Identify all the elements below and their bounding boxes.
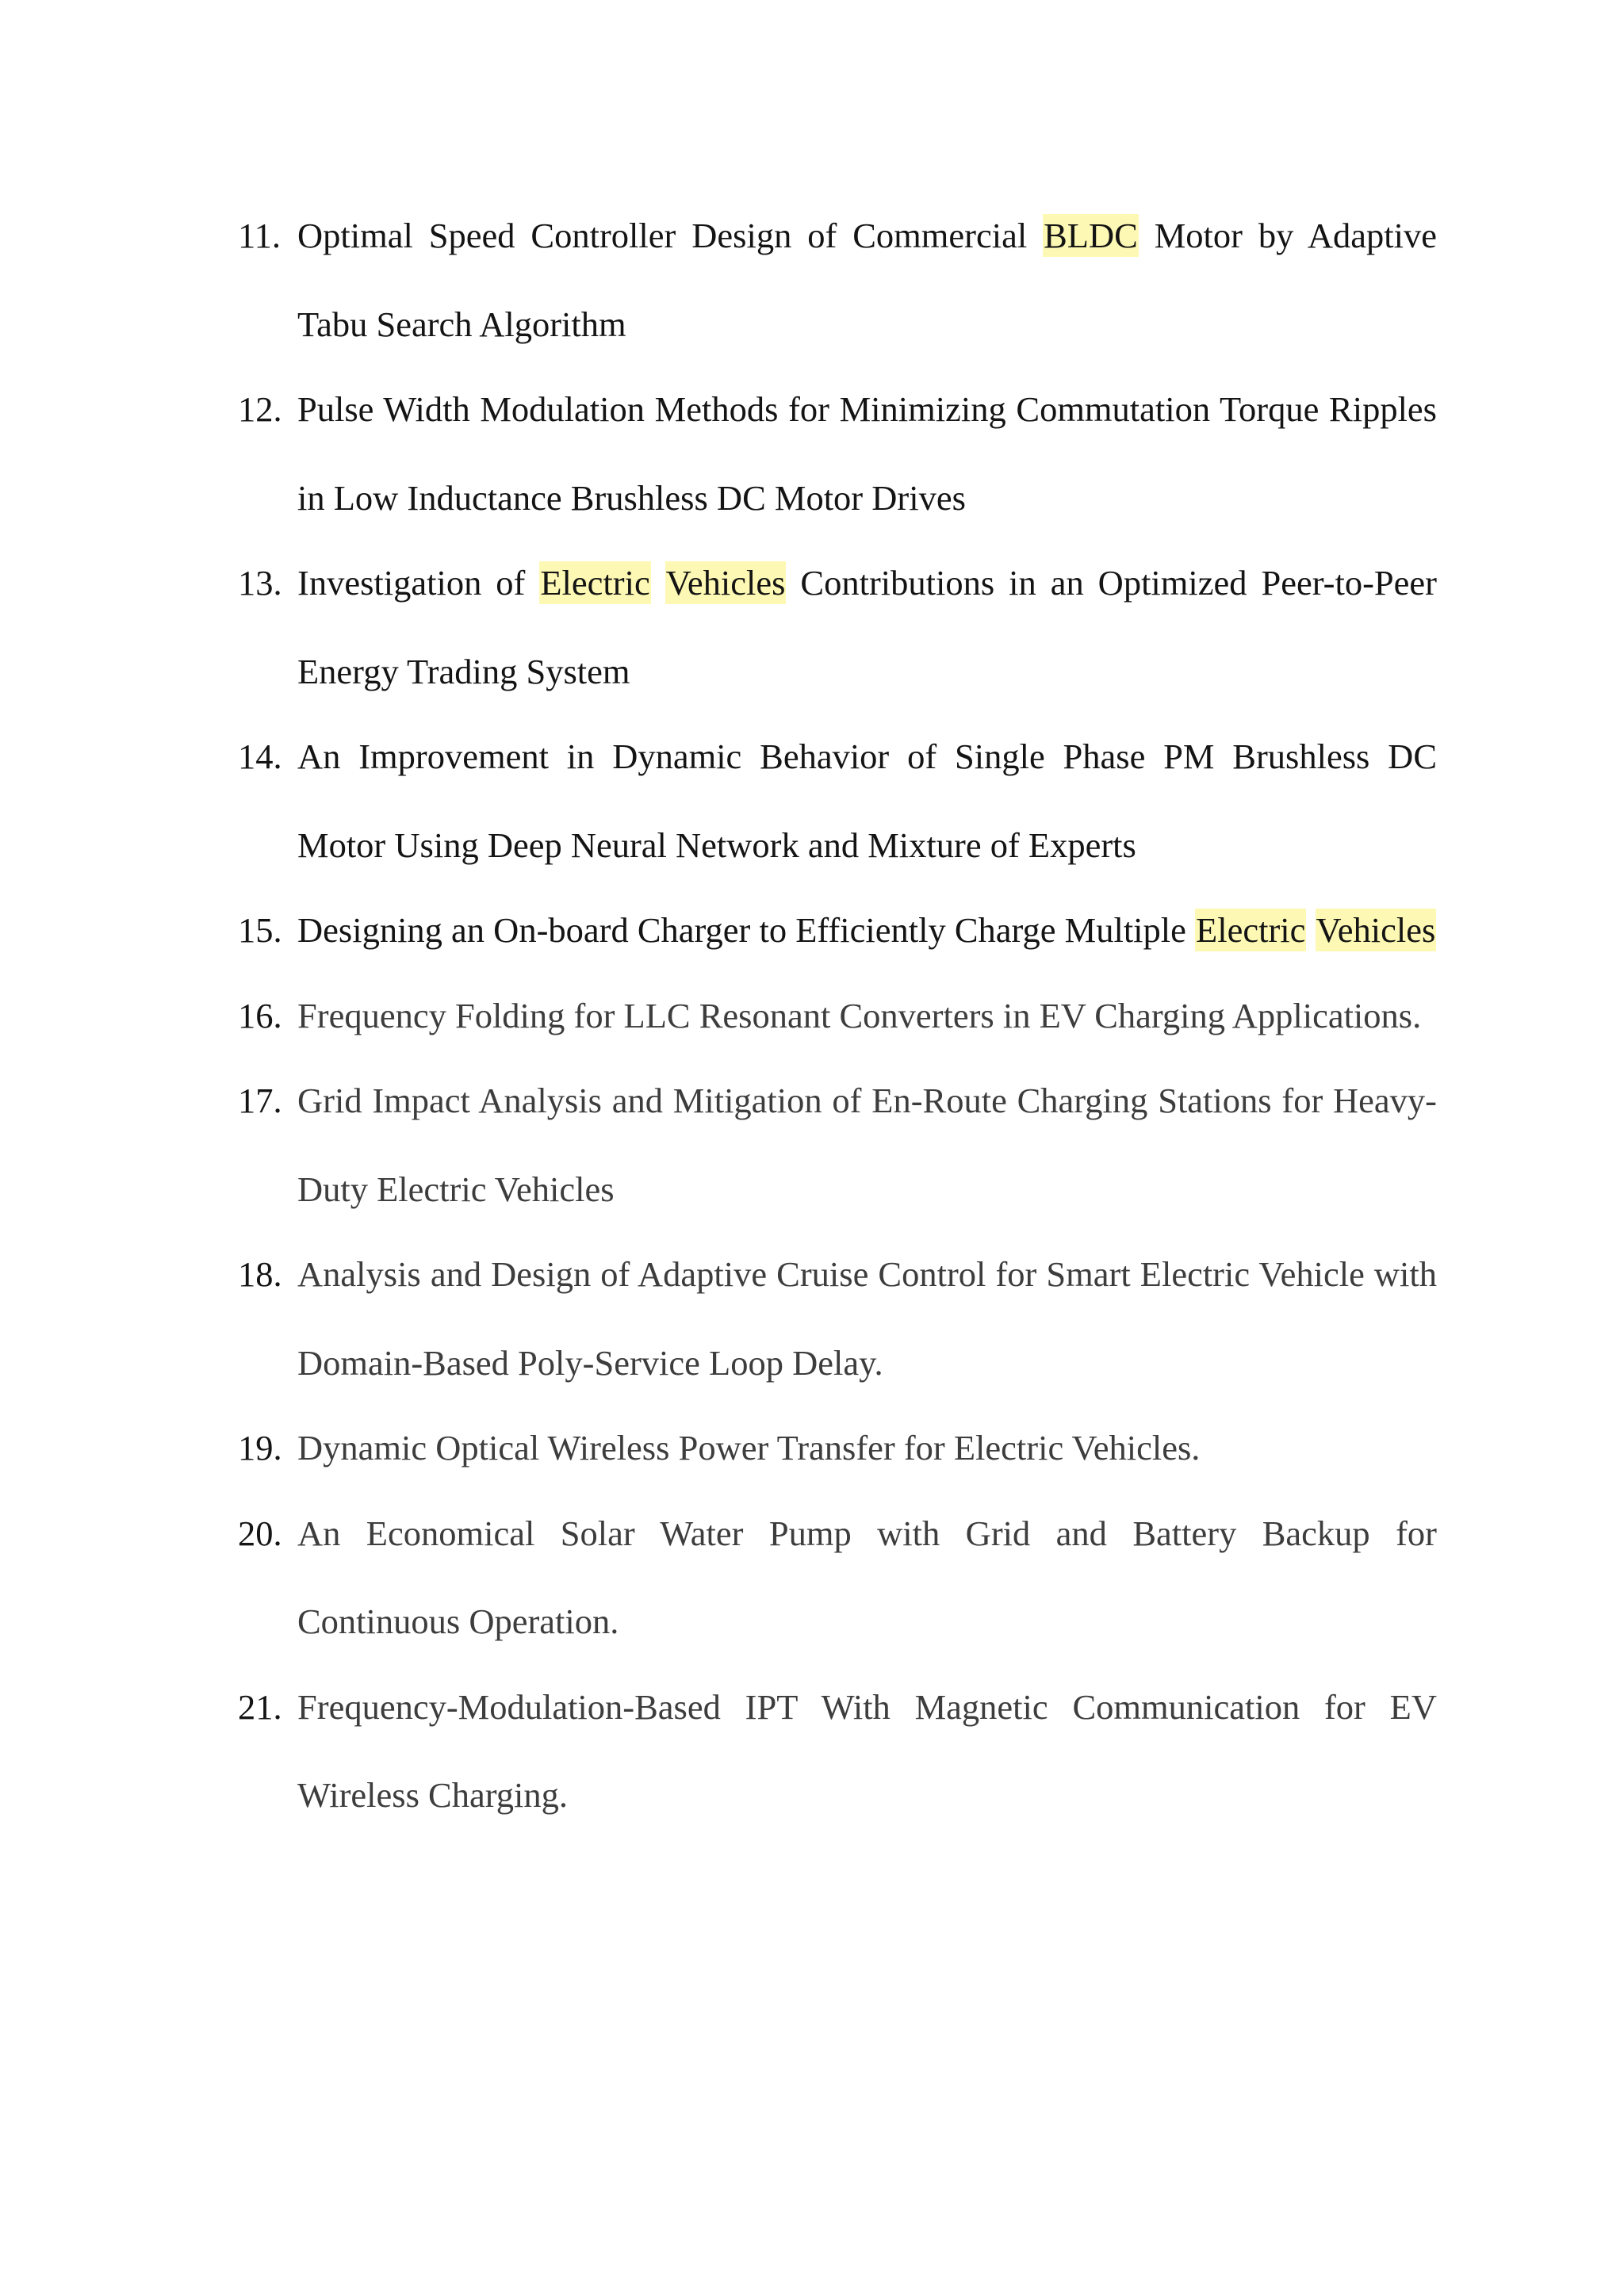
reference-item [238,972,1437,1061]
reference-number: 19. [238,1428,282,1468]
reference-number: 15. [238,910,282,950]
reference-number: 16. [238,995,282,1035]
reference-item [238,539,1437,716]
title-segment [1306,910,1315,950]
reference-title [297,192,1437,369]
title-segment: An Improvement in Dynamic Behavior of Single Phase PM Brushless DC Motor Using Deep Neural Network and Mixture of Experts [297,737,1437,865]
reference-item [238,192,1437,369]
reference-title [297,713,1437,890]
reference-title [297,1490,1437,1667]
title-segment: An Economical Solar Water Pump with Grid and Battery Backup for Continuous Operation. [297,1513,1437,1641]
highlighted-term: Electric [540,563,650,603]
reference-number: 17. [238,1081,282,1120]
reference-title [297,365,1437,542]
reference-number: 11. [238,216,281,255]
title-segment [651,563,665,603]
title-segment: Analysis and Design of Adaptive Cruise Control for Smart Electric Vehicle with Domain-Based Poly-Service Loop Delay. [297,1254,1437,1383]
reference-item [238,1057,1437,1234]
reference-title [297,972,1437,1061]
reference-item [238,1230,1437,1407]
title-segment: Pulse Width Modulation Methods for Minimizing Commutation Torque Ripples in Low Inductance Brushless DC Motor Drives [297,389,1437,518]
title-segment: Motor by Adaptive Tabu Search Algorithm [297,216,1437,344]
reference-title [297,886,1437,975]
highlighted-term: Vehicles [1316,910,1436,950]
title-segment: Contributions in an Optimized Peer-to-Peer Energy Trading System [297,563,1437,691]
title-segment: Dynamic Optical Wireless Power Transfer for Electric Vehicles. [297,1428,1201,1468]
reference-number: 12. [238,389,282,429]
reference-number: 14. [238,737,282,776]
reference-item [238,1404,1437,1493]
reference-item [238,1490,1437,1667]
title-segment: Grid Impact Analysis and Mitigation of En-Route Charging Stations for Heavy-Duty Electric Vehicles [297,1081,1437,1209]
reference-item [238,886,1437,975]
reference-title [297,1230,1437,1407]
reference-number: 20. [238,1513,282,1553]
reference-item [238,713,1437,890]
reference-item [238,1663,1437,1840]
reference-list [238,195,1437,1840]
title-segment: Investigation of [297,563,540,603]
title-segment: Frequency Folding for LLC Resonant Converters in EV Charging Applications. [297,995,1422,1035]
reference-title [297,1404,1437,1493]
reference-title [297,1057,1437,1234]
reference-number: 21. [238,1686,282,1727]
reference-number: 13. [238,563,282,603]
highlighted-term: Electric [1196,910,1306,950]
reference-item [238,365,1437,542]
reference-title [297,539,1437,716]
highlighted-term: Vehicles [665,563,786,603]
title-segment: Frequency-Modulation-Based IPT With Magnetic Communication for EV Wireless Charging. [297,1686,1437,1815]
title-segment: Optimal Speed Controller Design of Commercial [297,216,1044,255]
highlighted-term: BLDC [1044,216,1138,255]
title-segment: Designing an On-board Charger to Efficiently Charge Multiple [297,910,1196,950]
reference-number: 18. [238,1254,282,1294]
reference-title [297,1663,1437,1840]
